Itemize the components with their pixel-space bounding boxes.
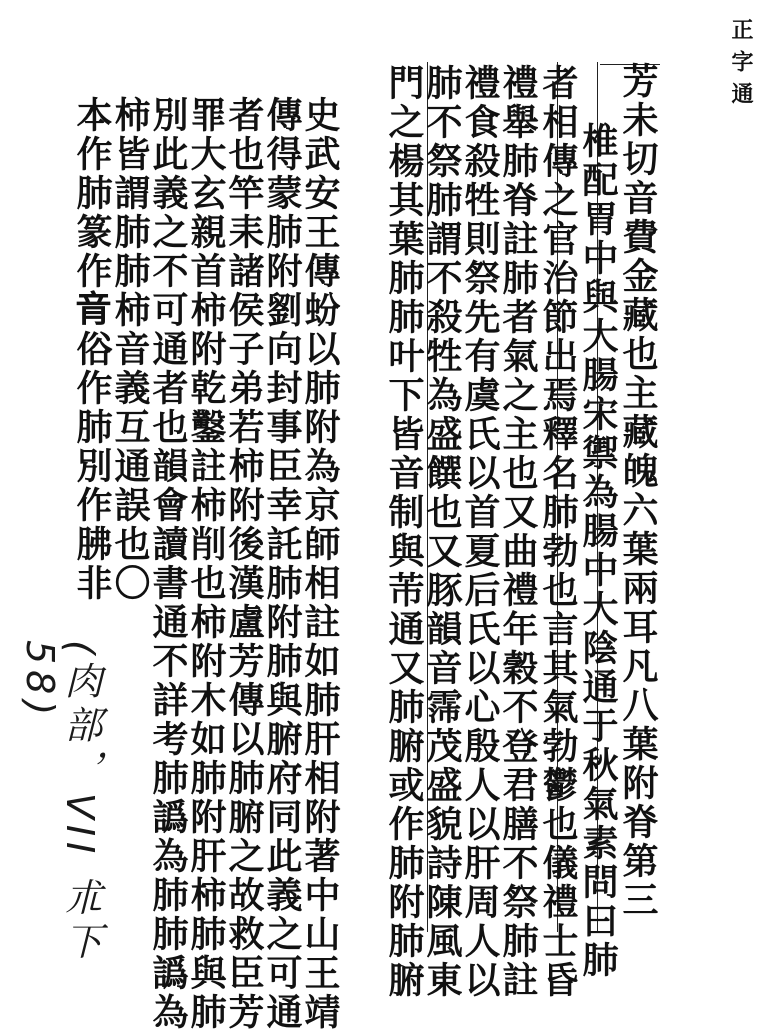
text-column-8: 史武安王傳蚡以肺附為京師相註如肺肝相附著中山王靖 — [299, 96, 341, 1032]
text-column-13: 柿皆謂肺肺柿音義互通誤也〇 — [109, 96, 151, 603]
text-column-2: 椎配胃中與大腸宋禦為腸中大陰通于秋氣素問曰肺 — [577, 122, 619, 980]
text-column-1: 芳未切音費金藏也主藏魄六葉兩耳凡八葉附脊第三 — [617, 62, 659, 920]
text-column-10: 者也竿耒諸侯子弟若柿附後漢盧芳傳以肺腑之故救臣芳 — [223, 96, 265, 1032]
text-column-3: 者相傳之官治節出焉釋名肺勃也言其氣勃鬱也儀禮士昏 — [537, 64, 579, 1000]
text-column-12: 別此義之不可通者也韻會讀書通不詳考肺譌為肺肺譌為 — [147, 96, 189, 1032]
text-column-9: 傳得蒙肺附劉向封事臣幸託肺附肺與腑府同此義之可通 — [261, 96, 303, 1032]
text-column-4: 禮舉肺脊註肺者氣之主也又曲禮年穀不登君膳不祭肺註 — [497, 64, 539, 1000]
handwritten-note: (肉部，VII 朮下 58) — [18, 640, 102, 966]
text-column-5: 禮食殺牲則祭先有虞氏以首夏后氏以心殷人以肝周人以 — [459, 64, 501, 1000]
text-column-6: 肺不祭肺謂不殺牲為盛饌也又豚韻音霈茂盛貌詩陳風東 — [421, 64, 463, 1000]
text-column-11: 罪大玄親首柿附乾鑿註柿削也柿附木如肺附肝柿肺與肺 — [185, 96, 227, 1032]
text-column-7: 門之楊其葉肺肺叶下皆音制與芾通又肺腑或作肺附肺腑 — [383, 64, 425, 1000]
text-column-14: 本作肺篆作𦚏俗作肺別作胇非 — [71, 96, 113, 603]
page-header: 正字通 — [728, 18, 753, 114]
